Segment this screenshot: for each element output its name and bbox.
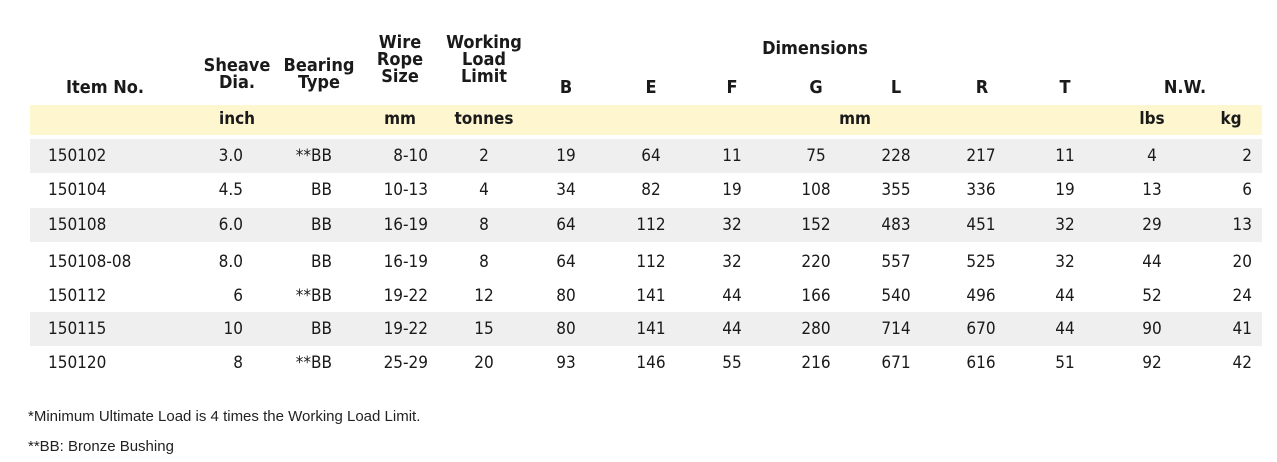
cell-dim-l: 671 — [881, 353, 911, 373]
cell-working-load-limit: 8 — [479, 252, 489, 272]
cell-dim-b: 64 — [556, 215, 576, 235]
cell-nw-lbs: 92 — [1142, 353, 1162, 373]
cell-dim-g: 280 — [801, 319, 831, 339]
table-row — [30, 346, 1262, 380]
cell-dim-g: 216 — [801, 353, 831, 373]
cell-bearing-type: BB — [311, 319, 332, 339]
cell-item-no: 150108 — [48, 215, 107, 235]
header-b: B — [559, 77, 573, 98]
header-g: G — [809, 77, 823, 98]
cell-sheave-dia: 10 — [223, 319, 243, 339]
header-sheave-dia — [198, 57, 276, 91]
header-item-no: Item No. — [65, 77, 145, 98]
cell-dim-e: 112 — [636, 252, 666, 272]
cell-item-no: 150108-08 — [48, 252, 132, 272]
cell-nw-kg: 20 — [1232, 252, 1252, 272]
cell-dim-b: 93 — [556, 353, 576, 373]
cell-dim-g: 220 — [801, 252, 831, 272]
cell-bearing-type: **BB — [295, 146, 332, 166]
cell-dim-r: 217 — [966, 146, 996, 166]
cell-nw-kg: 2 — [1242, 146, 1252, 166]
cell-dim-f: 19 — [722, 180, 742, 200]
cell-dim-g: 108 — [801, 180, 831, 200]
cell-dim-t: 51 — [1055, 353, 1075, 373]
cell-working-load-limit: 4 — [479, 180, 489, 200]
cell-working-load-limit: 20 — [474, 353, 494, 373]
header-wire-line2: Rope — [376, 49, 424, 70]
cell-dim-r: 525 — [966, 252, 996, 272]
note-minimum-ultimate-load: *Minimum Ultimate Load is 4 times the Working Load Limit. — [28, 408, 421, 425]
cell-dim-b: 34 — [556, 180, 576, 200]
cell-wire-rope-size: 16-19 — [383, 215, 428, 235]
cell-item-no: 150120 — [48, 353, 107, 373]
cell-wire-rope-size: 16-19 — [383, 252, 428, 272]
cell-dim-b: 80 — [556, 319, 576, 339]
cell-sheave-dia: 3.0 — [218, 146, 243, 166]
cell-wire-rope-size: 19-22 — [383, 286, 428, 306]
cell-nw-kg: 13 — [1232, 215, 1252, 235]
cell-dim-l: 228 — [881, 146, 911, 166]
header-f: F — [726, 77, 738, 98]
cell-wire-rope-size: 8-10 — [393, 146, 428, 166]
header-wll-line3: Limit — [460, 66, 508, 87]
cell-dim-f: 44 — [722, 319, 742, 339]
cell-dim-g: 75 — [806, 146, 826, 166]
cell-wire-rope-size: 25-29 — [383, 353, 428, 373]
cell-dim-t: 44 — [1055, 286, 1075, 306]
table-row — [30, 173, 1262, 207]
cell-working-load-limit: 15 — [474, 319, 494, 339]
cell-dim-t: 44 — [1055, 319, 1075, 339]
cell-dim-l: 714 — [881, 319, 911, 339]
cell-bearing-type: BB — [311, 252, 332, 272]
cell-dim-e: 146 — [636, 353, 666, 373]
header-e: E — [645, 77, 657, 98]
header-wire-line3: Size — [381, 66, 419, 87]
cell-dim-e: 64 — [641, 146, 661, 166]
cell-dim-f: 32 — [722, 215, 742, 235]
unit-dimensions: mm — [839, 109, 871, 129]
cell-dim-e: 141 — [636, 286, 666, 306]
cell-dim-t: 19 — [1055, 180, 1075, 200]
cell-nw-lbs: 44 — [1142, 252, 1162, 272]
cell-dim-l: 355 — [881, 180, 911, 200]
unit-wll: tonnes — [454, 109, 514, 129]
unit-kg: kg — [1220, 109, 1242, 129]
unit-lbs: lbs — [1139, 109, 1165, 129]
cell-dim-b: 64 — [556, 252, 576, 272]
cell-nw-lbs: 29 — [1142, 215, 1162, 235]
cell-dim-f: 11 — [722, 146, 742, 166]
cell-dim-e: 141 — [636, 319, 666, 339]
cell-dim-g: 166 — [801, 286, 831, 306]
cell-working-load-limit: 12 — [474, 286, 494, 306]
header-wll-line1: Working — [446, 32, 522, 53]
cell-nw-lbs: 13 — [1142, 180, 1162, 200]
cell-wire-rope-size: 10-13 — [383, 180, 428, 200]
cell-nw-lbs: 52 — [1142, 286, 1162, 306]
cell-dim-r: 451 — [966, 215, 996, 235]
cell-nw-kg: 6 — [1242, 180, 1252, 200]
cell-dim-b: 80 — [556, 286, 576, 306]
cell-nw-kg: 41 — [1232, 319, 1252, 339]
cell-dim-r: 670 — [966, 319, 996, 339]
cell-bearing-type: **BB — [295, 286, 332, 306]
header-r: R — [975, 77, 989, 98]
header-wire-line1: Wire — [378, 32, 422, 53]
table-row — [30, 139, 1262, 173]
note-bronze-bushing: **BB: Bronze Bushing — [28, 438, 174, 455]
header-sheave-line2: Dia. — [218, 72, 256, 93]
header-wll-line2: Load — [462, 49, 506, 70]
cell-sheave-dia: 8.0 — [218, 252, 243, 272]
header-bearing-type — [280, 57, 358, 91]
cell-dim-f: 55 — [722, 353, 742, 373]
cell-sheave-dia: 6.0 — [218, 215, 243, 235]
cell-dim-b: 19 — [556, 146, 576, 166]
table-row — [30, 208, 1262, 242]
cell-dim-f: 32 — [722, 252, 742, 272]
header-dimensions: Dimensions — [762, 38, 868, 59]
cell-item-no: 150112 — [48, 286, 107, 306]
cell-sheave-dia: 4.5 — [218, 180, 243, 200]
cell-bearing-type: **BB — [295, 353, 332, 373]
cell-item-no: 150115 — [48, 319, 107, 339]
header-working-load-limit — [440, 34, 528, 85]
cell-item-no: 150102 — [48, 146, 107, 166]
header-nw: N.W. — [1163, 77, 1207, 98]
cell-dim-l: 557 — [881, 252, 911, 272]
header-bearing-line1: Bearing — [283, 55, 355, 76]
cell-nw-kg: 42 — [1232, 353, 1252, 373]
table-row — [30, 279, 1262, 313]
cell-nw-kg: 24 — [1232, 286, 1252, 306]
unit-sheave: inch — [218, 109, 256, 129]
header-bearing-line2: Type — [297, 72, 341, 93]
cell-dim-e: 82 — [641, 180, 661, 200]
cell-dim-g: 152 — [801, 215, 831, 235]
cell-working-load-limit: 2 — [479, 146, 489, 166]
header-l: L — [890, 77, 902, 98]
cell-dim-t: 32 — [1055, 215, 1075, 235]
header-sheave-line1: Sheave — [203, 55, 271, 76]
cell-dim-e: 112 — [636, 215, 666, 235]
cell-item-no: 150104 — [48, 180, 107, 200]
cell-sheave-dia: 6 — [233, 286, 243, 306]
header-t: T — [1059, 77, 1071, 98]
unit-wire: mm — [384, 109, 416, 129]
cell-sheave-dia: 8 — [233, 353, 243, 373]
cell-nw-lbs: 4 — [1147, 146, 1157, 166]
cell-dim-l: 540 — [881, 286, 911, 306]
cell-dim-r: 616 — [966, 353, 996, 373]
cell-wire-rope-size: 19-22 — [383, 319, 428, 339]
cell-dim-t: 11 — [1055, 146, 1075, 166]
cell-nw-lbs: 90 — [1142, 319, 1162, 339]
cell-dim-f: 44 — [722, 286, 742, 306]
cell-dim-r: 496 — [966, 286, 996, 306]
cell-dim-t: 32 — [1055, 252, 1075, 272]
cell-working-load-limit: 8 — [479, 215, 489, 235]
header-wire-rope-size — [370, 34, 430, 85]
table-row — [30, 245, 1262, 279]
table-row — [30, 312, 1262, 346]
cell-bearing-type: BB — [311, 215, 332, 235]
cell-bearing-type: BB — [311, 180, 332, 200]
cell-dim-l: 483 — [881, 215, 911, 235]
cell-dim-r: 336 — [966, 180, 996, 200]
